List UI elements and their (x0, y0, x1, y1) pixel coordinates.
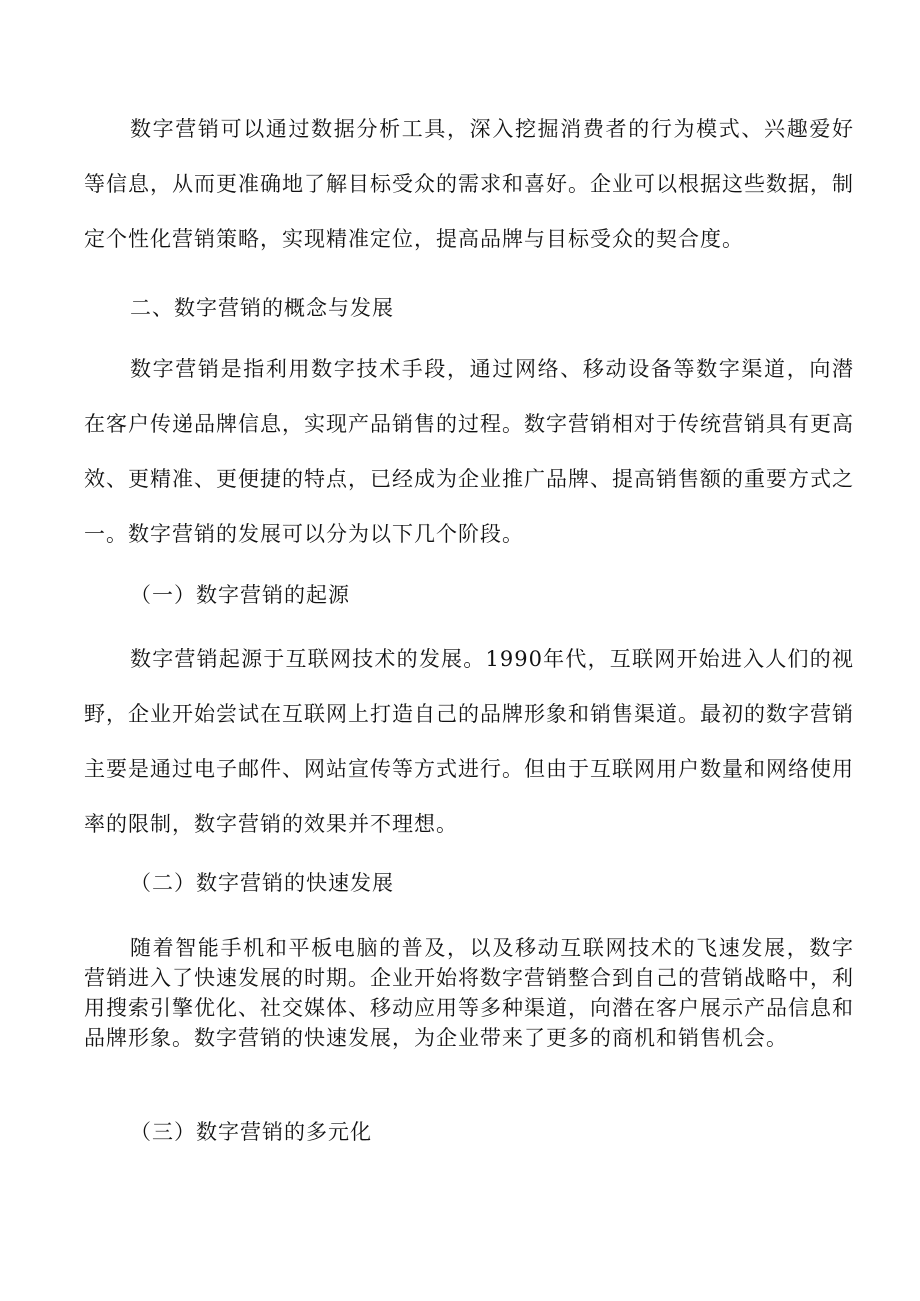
section-heading-concept: 二、数字营销的概念与发展 (130, 296, 394, 320)
subheading-rapid-development: （二）数字营销的快速发展 (130, 871, 394, 895)
paragraph-data-analysis: 数字营销可以通过数据分析工具，深入挖掘消费者的行为模式、兴趣爱好等信息，从而更准确地了解目标受众的需求和喜好。企业可以根据这些数据，制定个性化营销策略，实现精准定位，提高品牌与目标受众的契合度。 (84, 117, 854, 251)
paragraph-origin: 数字营销起源于互联网技术的发展。1990年代，互联网开始进入人们的视野，企业开始尝试在互联网上打造自己的品牌形象和销售渠道。最初的数字营销主要是通过电子邮件、网站宣传等方式进行。但由于互联网用户数量和网络使用率的限制，数字营销的效果并不理想。 (84, 647, 854, 836)
paragraph-definition: 数字营销是指利用数字技术手段，通过网络、移动设备等数字渠道，向潜在客户传递品牌信息，实现产品销售的过程。数字营销相对于传统营销具有更高效、更精准、更便捷的特点，已经成为企业推广品牌、提高销售额的重要方式之一。数字营销的发展可以分为以下几个阶段。 (84, 357, 854, 546)
subheading-origin: （一）数字营销的起源 (130, 583, 350, 607)
subheading-diversification: （三）数字营销的多元化 (130, 1120, 372, 1144)
paragraph-rapid-development: 随着智能手机和平板电脑的普及，以及移动互联网技术的飞速发展，数字营销进入了快速发展的时期。企业开始将数字营销整合到自己的营销战略中，利用搜索引擎优化、社交媒体、移动应用等多种渠道，向潜在客户展示产品信息和品牌形象。数字营销的快速发展，为企业带来了更多的商机和销售机会。 (84, 936, 854, 1050)
